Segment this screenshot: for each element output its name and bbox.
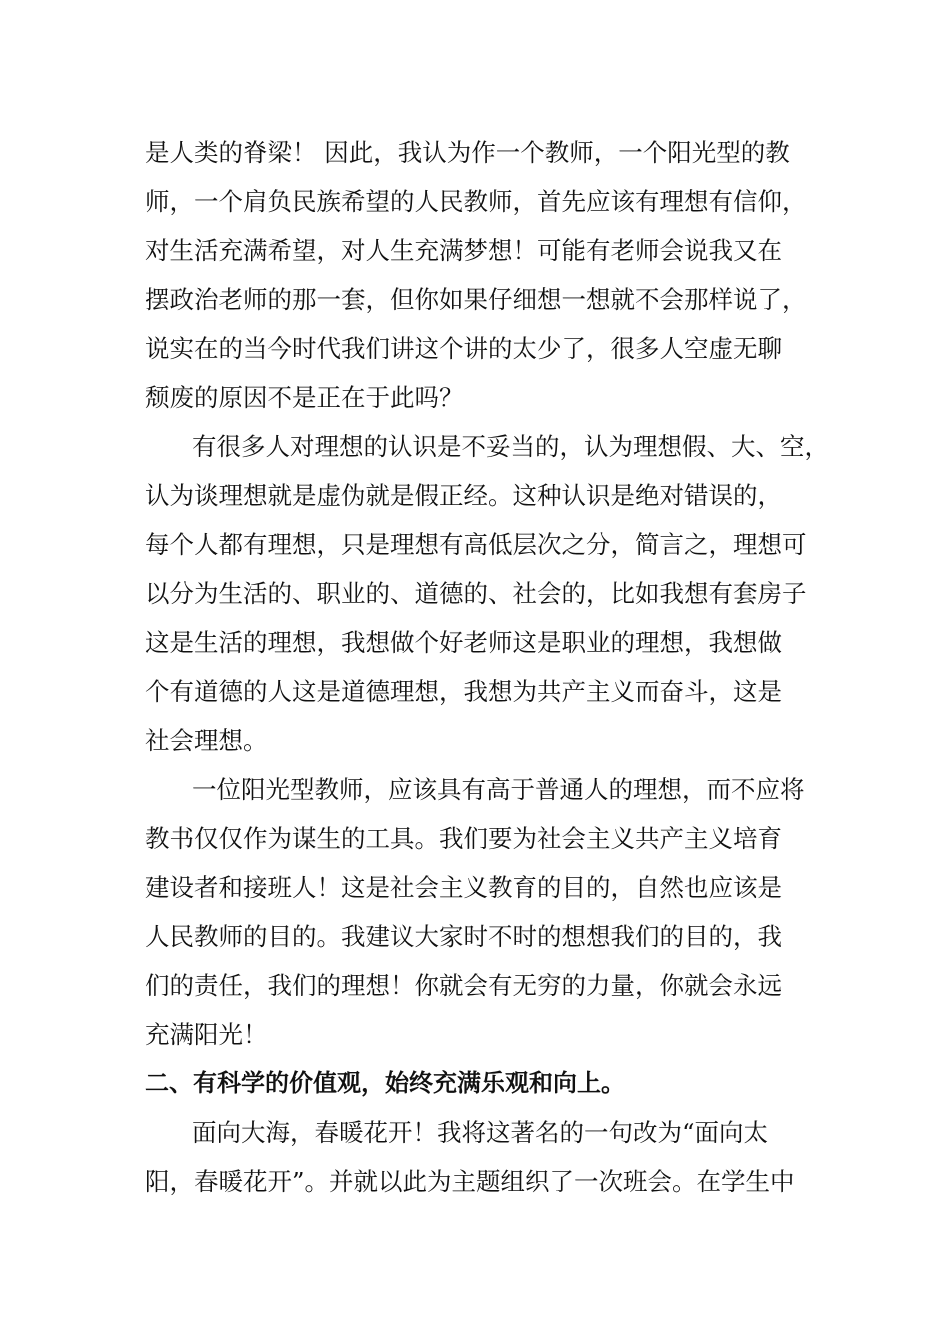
paragraph-start-line: 有很多人对理想的认识是不妥当的，认为理想假、大、空，	[192, 432, 829, 461]
text-line: 认为谈理想就是虚伪就是假正经。这种认识是绝对错误的，	[145, 481, 782, 510]
text-line: 摆政治老师的那一套，但你如果仔细想一想就不会那样说了，	[145, 285, 807, 314]
text-line: 这是生活的理想，我想做个好老师这是职业的理想，我想做	[145, 628, 782, 657]
paragraph-start-line: 面向大海，春暖花开！我将这著名的一句改为“面向太	[192, 1118, 769, 1147]
text-line: 人民教师的目的。我建议大家时不时的想想我们的目的，我	[145, 922, 782, 951]
text-line: 们的责任，我们的理想！你就会有无穷的力量，你就会永远	[145, 971, 782, 1000]
paragraph-start-line: 一位阳光型教师，应该具有高于普通人的理想，而不应将	[192, 775, 805, 804]
text-line: 每个人都有理想，只是理想有高低层次之分，简言之，理想可	[145, 530, 807, 559]
text-line: 教书仅仅作为谋生的工具。我们要为社会主义共产主义培育	[145, 824, 782, 853]
text-line: 师，一个肩负民族希望的人民教师，首先应该有理想有信仰，	[145, 187, 807, 216]
text-line: 充满阳光！	[145, 1020, 268, 1049]
text-line: 阳，春暖花开”。并就以此为主题组织了一次班会。在学生中	[145, 1167, 795, 1196]
text-line: 个有道德的人这是道德理想，我想为共产主义而奋斗，这是	[145, 677, 782, 706]
text-line: 说实在的当今时代我们讲这个讲的太少了，很多人空虚无聊	[145, 334, 782, 363]
body-text	[145, 128, 829, 1206]
text-line: 社会理想。	[145, 726, 268, 755]
text-line: 是人类的脊梁！ 因此，我认为作一个教师，一个阳光型的教	[145, 138, 790, 167]
section-heading: 二、有科学的价值观，始终充满乐观和向上。	[145, 1069, 625, 1097]
text-line: 以分为生活的、职业的、道德的、社会的，比如我想有套房子	[145, 579, 807, 608]
text-line: 颓废的原因不是正在于此吗？	[145, 383, 464, 412]
text-line: 建设者和接班人！这是社会主义教育的目的，自然也应该是	[145, 873, 782, 902]
text-line: 对生活充满希望，对人生充满梦想！可能有老师会说我又在	[145, 236, 782, 265]
